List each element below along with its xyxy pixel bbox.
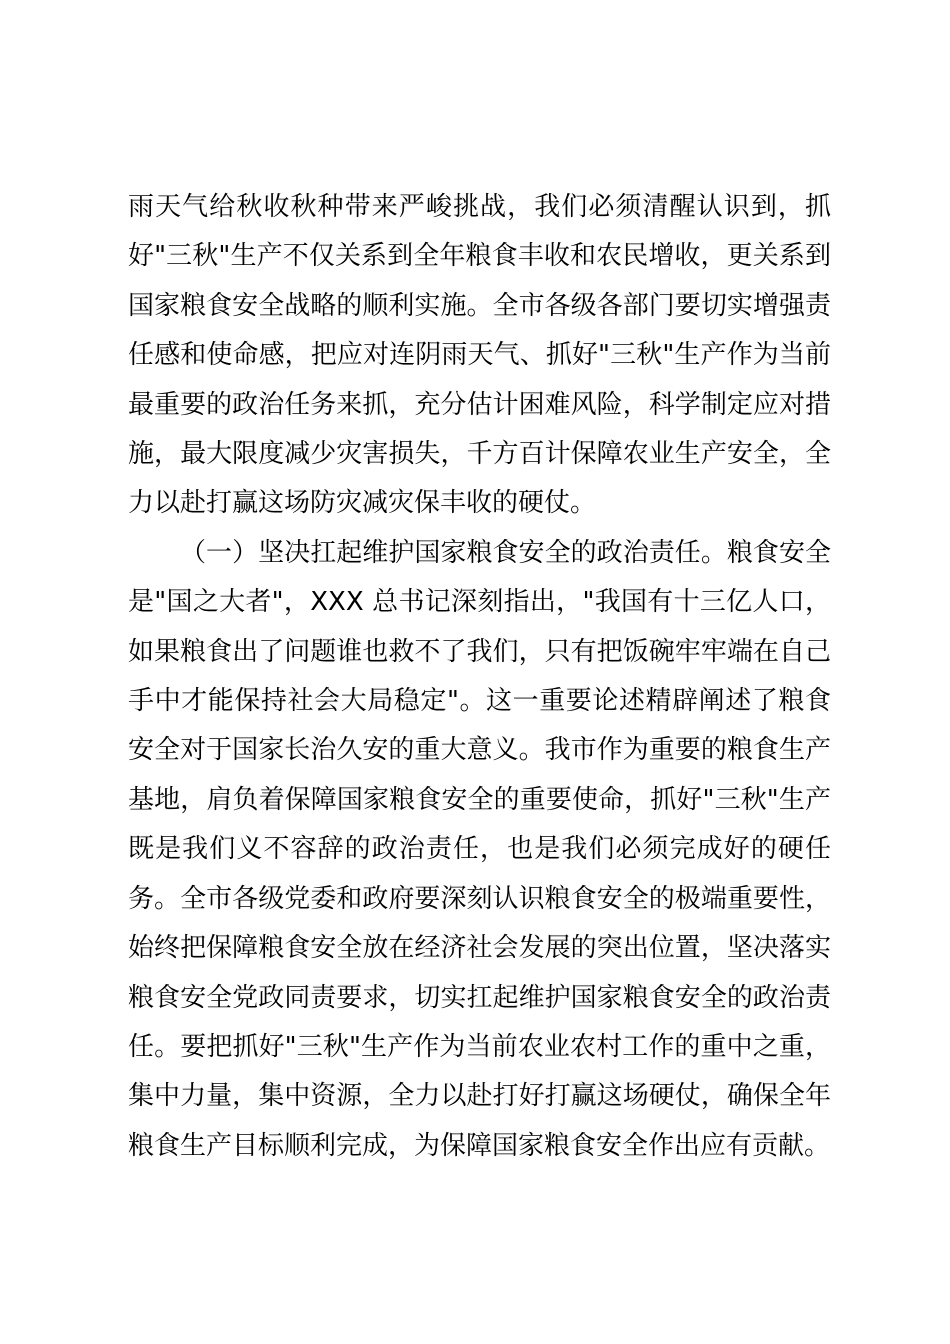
paragraph: （一）坚决扛起维护国家粮食安全的政治责任。粮食安全是"国之大者"，XXX 总书记深刻指出，"我国有十三亿人口，如果粮食出了问题谁也救不了我们，只有把饭碗牢牢端在自己手中才能保持社会大局稳定"。这一重要论述精辟阐述了粮食安全对于国家长治久安的重大意义。我市作为重要的粮食生产基地，肩负着保障国家粮食安全的重要使命，抓好"三秋"生产既是我们义不容辞的政治责任，也是我们必须完成好的硬任务。全市各级党委和政府要深刻认识粮食安全的极端重要性，始终把保障粮食安全放在经济社会发展的突出位置，坚决落实粮食安全党政同责要求，切实扛起维护国家粮食安全的政治责任。要把抓好"三秋"生产作为当前农业农村工作的重中之重，集中力量，集中资源，全力以赴打好打赢这场硬仗，确保全年粮食生产目标顺利完成，为保障国家粮食安全作出应有贡献。: [128, 537, 831, 1161]
document-body: [128, 183, 831, 1171]
paragraph: 雨天气给秋收秋种带来严峻挑战，我们必须清醒认识到，抓好"三秋"生产不仅关系到全年粮食丰收和农民增收，更关系到国家粮食安全战略的顺利实施。全市各级各部门要切实增强责任感和使命感，把应对连阴雨天气、抓好"三秋"生产作为当前最重要的政治任务来抓，充分估计困难风险，科学制定应对措施，最大限度减少灾害损失，千方百计保障农业生产安全，全力以赴打赢这场防灾减灾保丰收的硬仗。: [128, 192, 831, 519]
